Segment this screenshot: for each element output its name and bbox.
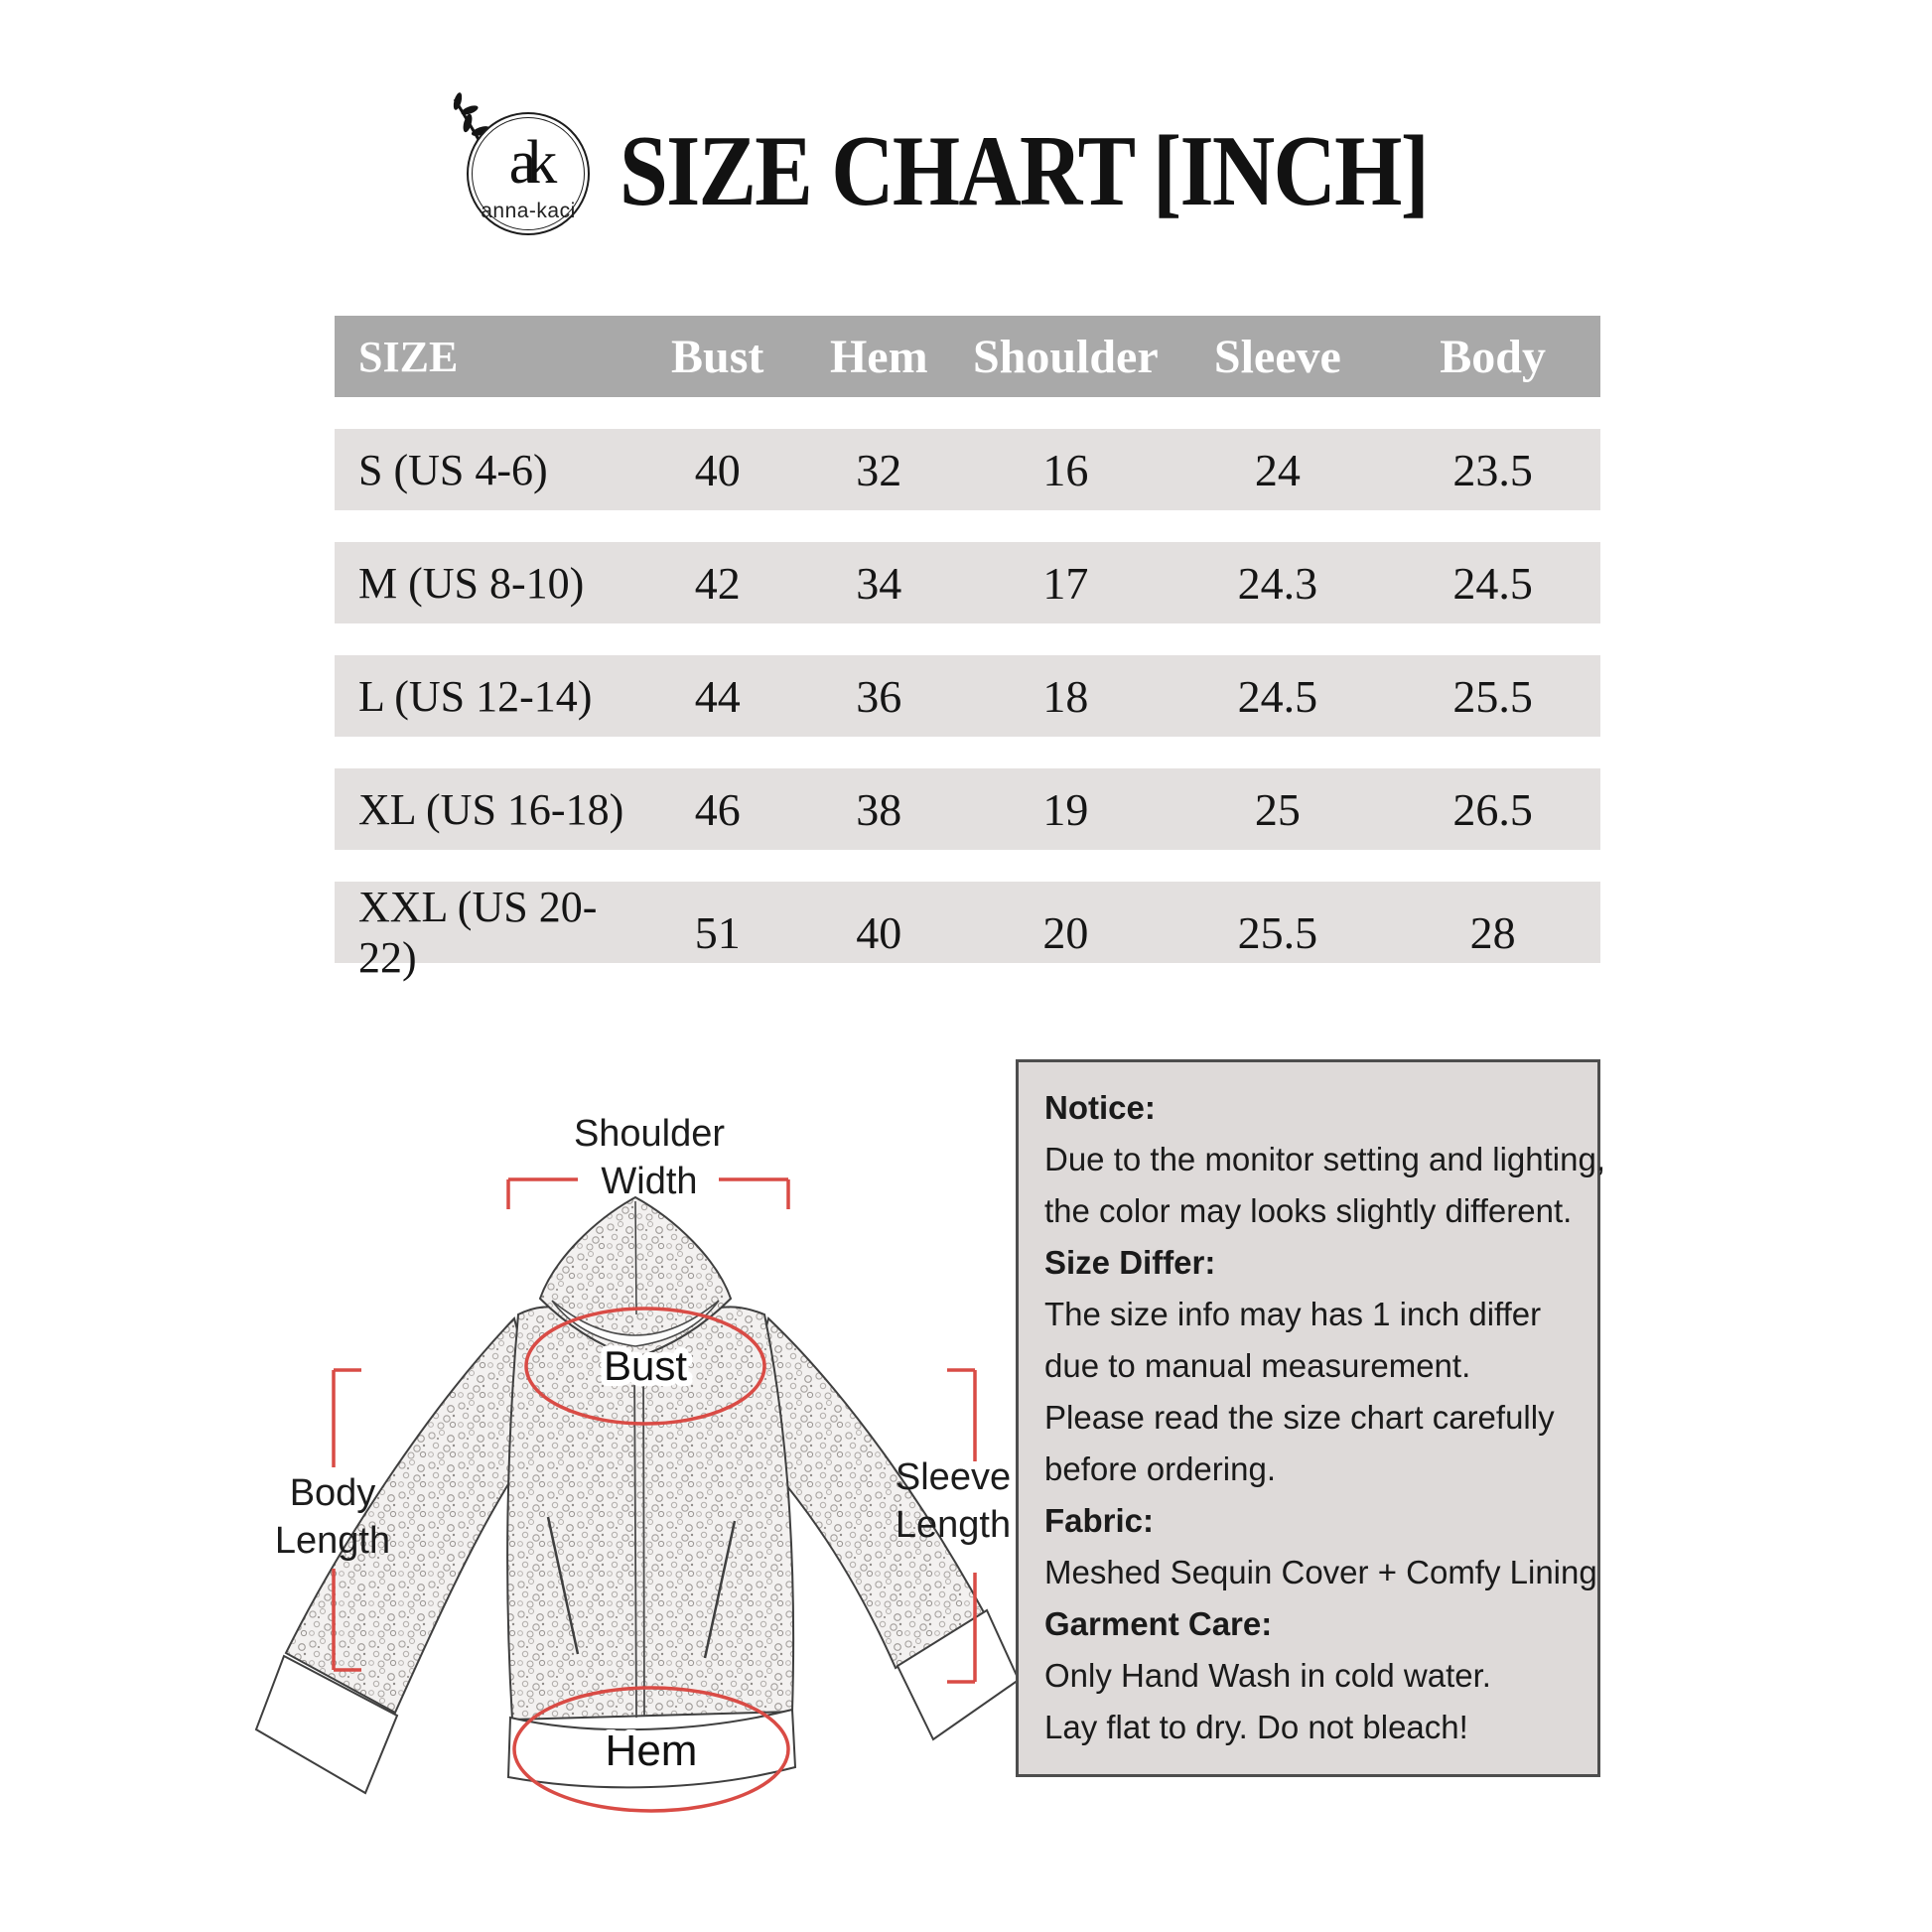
notice-heading: Size Differ:	[1044, 1244, 1216, 1281]
size-table	[335, 316, 1600, 982]
size-cell: L (US 12-14)	[358, 671, 593, 721]
logo-brand-name: anna-kaci	[481, 200, 576, 222]
brand-logo	[467, 112, 590, 235]
measure-cell: 51	[694, 906, 741, 958]
measure-cell: 40	[694, 444, 741, 495]
sleeve-length-label-line2: Length	[895, 1504, 1012, 1546]
hem-label: Hem	[605, 1726, 698, 1775]
measure-cell: 25.5	[1452, 670, 1533, 722]
measure-cell: 19	[1042, 783, 1089, 835]
measure-cell: 26.5	[1452, 783, 1533, 835]
notice-text-line: Only Hand Wash in cold water.	[1044, 1657, 1491, 1694]
column-header-bust: Bust	[671, 330, 764, 383]
size-table-header-row	[335, 316, 1600, 397]
measure-cell: 46	[694, 783, 741, 835]
measure-cell: 25.5	[1237, 906, 1318, 958]
size-cell: S (US 4-6)	[358, 445, 548, 494]
shoulder-width-bracket-left	[508, 1179, 578, 1209]
measure-cell: 38	[856, 783, 902, 835]
measure-cell: 40	[856, 906, 902, 958]
notice-text-line: before ordering.	[1044, 1450, 1276, 1487]
measure-cell: 24	[1254, 444, 1301, 495]
notice-text-line: the color may looks slightly different.	[1044, 1192, 1573, 1229]
measure-cell: 16	[1042, 444, 1089, 495]
measure-cell: 34	[856, 557, 902, 609]
measure-cell: 36	[856, 670, 902, 722]
garment-measure-diagram	[248, 1072, 1023, 1866]
measure-cell: 18	[1042, 670, 1089, 722]
measure-cell: 44	[694, 670, 741, 722]
table-row	[335, 542, 1600, 623]
body-length-label-line1: Body	[289, 1472, 376, 1514]
measure-cell: 17	[1042, 557, 1089, 609]
sleeve-length-label-line1: Sleeve	[895, 1456, 1012, 1498]
measure-cell: 24.5	[1237, 670, 1318, 722]
measure-cell: 32	[856, 444, 902, 495]
column-header-shoulder: Shoulder	[972, 330, 1159, 383]
measure-cell: 23.5	[1452, 444, 1533, 495]
shoulder-width-label-line2: Width	[601, 1161, 698, 1202]
notice-text-line: Meshed Sequin Cover + Comfy Lining	[1044, 1554, 1597, 1590]
left-sleeve	[286, 1318, 544, 1713]
notice-text-line: Please read the size chart carefully	[1044, 1399, 1555, 1436]
table-row	[335, 882, 1600, 982]
column-header-sleeve: Sleeve	[1213, 330, 1341, 383]
size-cell: XL (US 16-18)	[358, 784, 624, 834]
column-header-hem: Hem	[829, 330, 928, 383]
measure-cell: 25	[1254, 783, 1301, 835]
notice-heading: Garment Care:	[1044, 1605, 1273, 1642]
body-length-label-line2: Length	[274, 1520, 391, 1562]
notice-heading: Notice:	[1044, 1089, 1156, 1126]
page-title: SIZE CHART [INCH]	[620, 115, 1429, 227]
table-row	[335, 429, 1600, 510]
size-cell: M (US 8-10)	[358, 558, 585, 608]
column-header-body: Body	[1440, 330, 1546, 383]
measure-cell: 20	[1042, 906, 1089, 958]
table-row	[335, 655, 1600, 737]
measure-cell: 24.5	[1452, 557, 1533, 609]
table-row	[335, 768, 1600, 850]
hood-seam	[635, 1201, 636, 1314]
column-header-size: SIZE	[358, 332, 459, 381]
shoulder-width-label-line1: Shoulder	[573, 1113, 726, 1155]
measure-cell: 42	[694, 557, 741, 609]
measure-cell: 28	[1469, 906, 1516, 958]
bust-label: Bust	[603, 1342, 688, 1389]
notice-text-line: Lay flat to dry. Do not bleach!	[1044, 1709, 1468, 1745]
notice-text-line: Due to the monitor setting and lighting,	[1044, 1141, 1606, 1177]
logo-monogram: ak	[508, 129, 548, 197]
shoulder-width-bracket-right	[719, 1179, 788, 1209]
measure-cell: 24.3	[1237, 557, 1318, 609]
notice-box	[1016, 1059, 1606, 1777]
notice-text-line: The size info may has 1 inch differ	[1044, 1296, 1542, 1332]
notice-text-line: due to manual measurement.	[1044, 1347, 1471, 1384]
size-table-body	[335, 429, 1600, 982]
size-cell: XXL (US 20-22)	[358, 883, 598, 982]
notice-heading: Fabric:	[1044, 1502, 1155, 1539]
